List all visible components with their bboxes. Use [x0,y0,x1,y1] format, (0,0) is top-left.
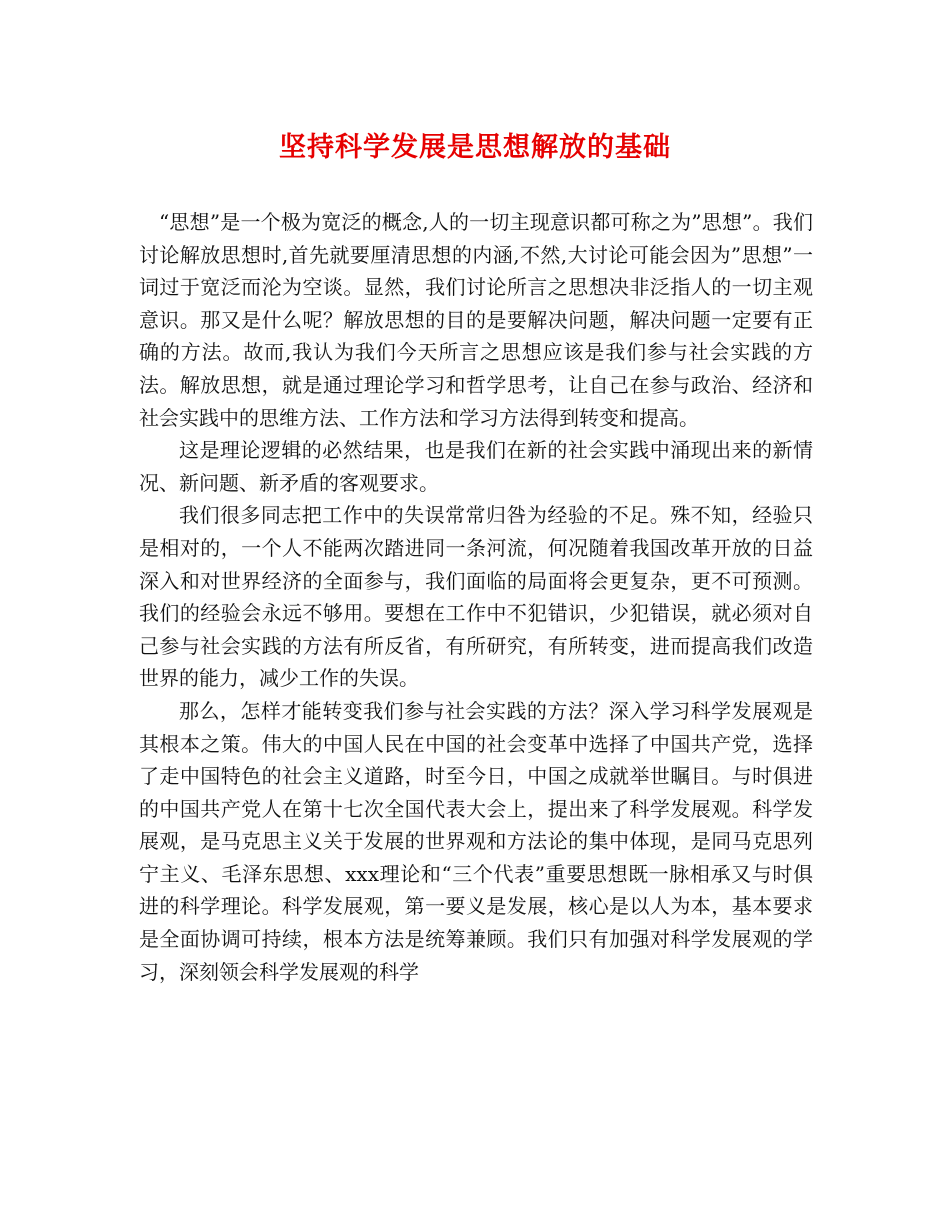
paragraph-3: 我们很多同志把工作中的失误常常归咎为经验的不足。殊不知，经验只是相对的，一个人不能两次踏进同一条河流，何况随着我国改革开放的日益深入和对世界经济的全面参与，我们面临的局面将会更复杂，更不可预测。我们的经验会永远不够用。要想在工作中不犯错识，少犯错误，就必须对自己参与社会实践的方法有所反省，有所研究，有所转变，进而提高我们改造世界的能力，减少工作的失误。 [139,503,813,691]
paragraph-1: “思想”是一个极为宽泛的概念,人的一切主现意识都可称之为”思想”。我们讨论解放思想时,首先就要厘清思想的内涵,不然,大讨论可能会因为”思想”一词过于宽泛而沦为空谈。显然，我们讨论所言之思想决非泛指人的一切主观意识。那又是什么呢？解放思想的目的是要解决问题，解决问题一定要有正确的方法。故而,我认为我们今天所言之思想应该是我们参与社会实践的方法。解放思想，就是通过理论学习和哲学思考，让自己在参与政治、经济和社会实践中的思维方法、工作方法和学习方法得到转变和提高。 [139,210,813,430]
paragraph-2: 这是理论逻辑的必然结果，也是我们在新的社会实践中涌现出来的新情况、新问题、新矛盾的客观要求。 [139,438,813,495]
document-title: 坚持科学发展是思想解放的基础 [279,132,671,163]
paragraph-4: 那么，怎样才能转变我们参与社会实践的方法？深入学习科学发展观是其根本之策。伟大的中国人民在中国的社会变革中选择了中国共产党，选择了走中国特色的社会主义道路，时至今日，中国之成就举世瞩目。与时俱进的中国共产党人在第十七次全国代表大会上，提出来了科学发展观。科学发展观，是马克思主义关于发展的世界观和方法论的集中体现，是同马克思列宁主义、毛泽东思想、xxx理论和“三个代表”重要思想既一脉相承又与时俱进的科学理论。科学发展观，第一要义是发展，核心是以人为本，基本要求是全面协调可持续，根本方法是统筹兼顾。我们只有加强对科学发展观的学习，深刻领会科学发展观的科学 [139,698,813,984]
document-body [139,206,813,988]
